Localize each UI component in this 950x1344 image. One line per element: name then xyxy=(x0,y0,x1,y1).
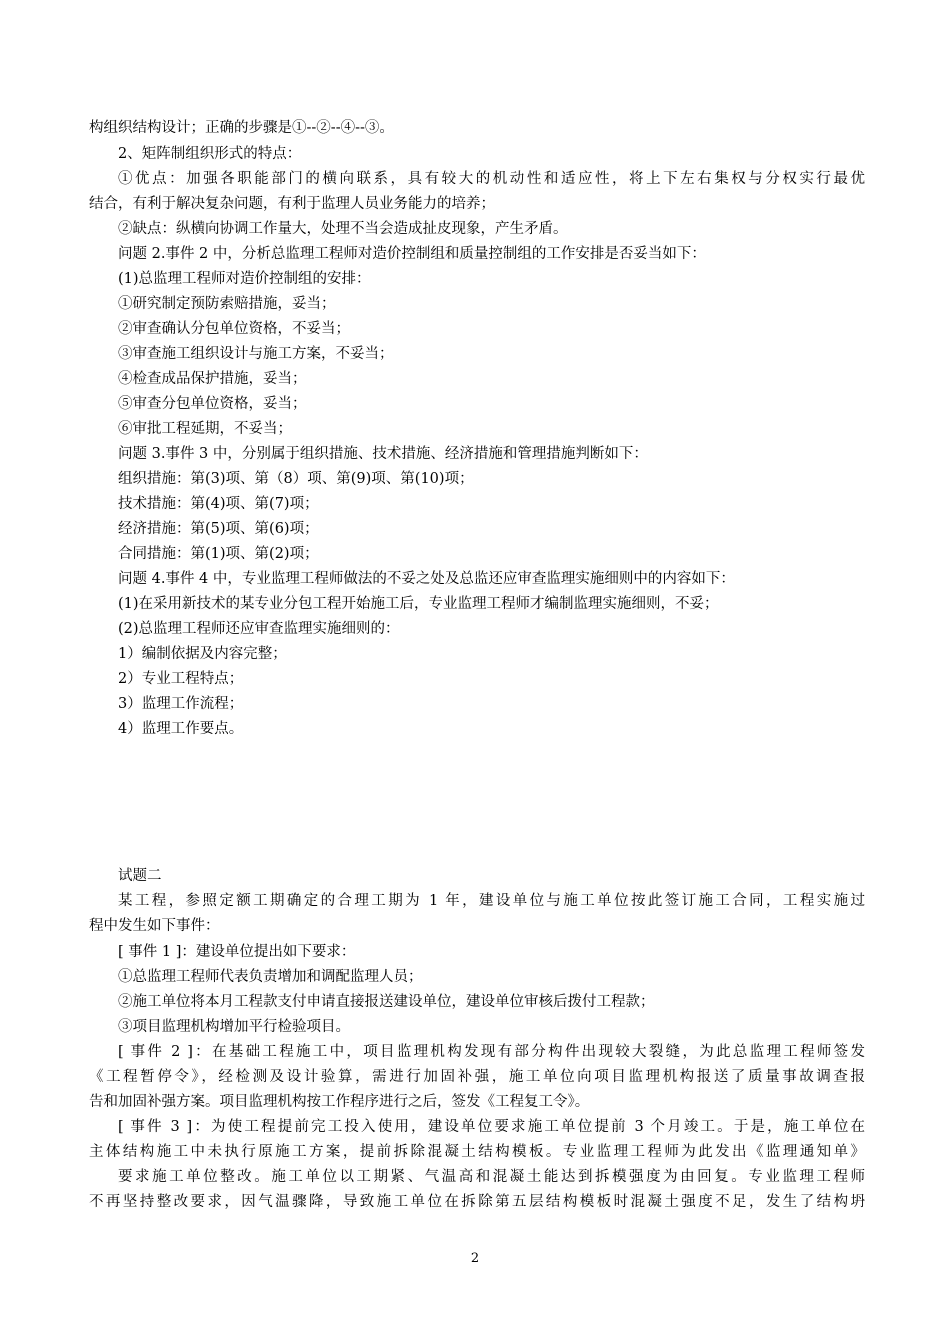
text-line: 2、矩阵制组织形式的特点： xyxy=(118,146,302,162)
text-line: 问题 4.事件 4 中，专业监理工程师做法的不妥之处及总监还应审查监理实施细则中的内容如下： xyxy=(118,571,735,587)
text-line: 1）编制依据及内容完整； xyxy=(118,646,287,662)
text-line: [ 事件 2 ]：在基础工程施工中，项目监理机构发现有部分构件出现较大裂缝，为此总监理工程师签发 xyxy=(118,1044,865,1060)
text-line: ①研究制定预防索赔措施，妥当； xyxy=(118,296,336,312)
text-line: 告和加固补强方案。项目监理机构按工作程序进行之后，签发《工程复工令》。 xyxy=(89,1094,590,1110)
text-line: ②施工单位将本月工程款支付申请直接报送建设单位，建设单位审核后拨付工程款； xyxy=(118,994,655,1010)
text-line: 问题 2.事件 2 中，分析总监理工程师对造价控制组和质量控制组的工作安排是否妥当如下： xyxy=(118,246,706,262)
text-line: [ 事件 1 ]：建设单位提出如下要求： xyxy=(118,944,356,960)
text-line: ⑥审批工程延期，不妥当； xyxy=(118,421,292,437)
text-line: 3）监理工作流程； xyxy=(118,696,244,712)
text-line: 经济措施：第(5)项、第(6)项； xyxy=(118,521,319,537)
text-line: (2)总监理工程师还应审查监理实施细则的： xyxy=(118,621,400,637)
text-line: 4）监理工作要点。 xyxy=(118,721,244,737)
text-line: ①优点：加强各职能部门的横向联系，具有较大的机动性和适应性，将上下左右集权与分权实行最优 xyxy=(118,171,865,187)
text-line: ②缺点：纵横向协调工作量大，处理不当会造成扯皮现象，产生矛盾。 xyxy=(118,221,568,237)
text-line: (1)在采用新技术的某专业分包工程开始施工后，专业监理工程师才编制监理实施细则，不妥； xyxy=(118,596,719,612)
text-line: 要求施工单位整改。施工单位以工期紧、气温高和混凝土能达到拆模强度为由回复。专业监理工程师 xyxy=(118,1169,865,1185)
text-line: ③项目监理机构增加平行检验项目。 xyxy=(118,1019,350,1035)
text-line: 不再坚持整改要求，因气温骤降，导致施工单位在拆除第五层结构模板时混凝土强度不足，发生了结构坍 xyxy=(89,1194,865,1210)
text-line: 《工程暂停令》，经检测及设计验算，需进行加固补强，施工单位向项目监理机构报送了质量事故调查报 xyxy=(89,1069,865,1085)
text-line: 合同措施：第(1)项、第(2)项； xyxy=(118,546,319,562)
text-line: ⑤审查分包单位资格，妥当； xyxy=(118,396,307,412)
text-line: 程中发生如下事件： xyxy=(89,918,220,934)
page-number: 2 xyxy=(470,1251,480,1266)
text-line: 组织措施：第(3)项、第（8）项、第(9)项、第(10)项； xyxy=(118,471,474,487)
text-line: ④检查成品保护措施，妥当； xyxy=(118,371,307,387)
text-line: 结合，有利于解决复杂问题，有利于监理人员业务能力的培养； xyxy=(89,196,495,212)
text-line: ①总监理工程师代表负责增加和调配监理人员； xyxy=(118,969,423,985)
text-line: 2）专业工程特点； xyxy=(118,671,244,687)
section-heading: 试题二 xyxy=(118,868,162,884)
text-line: (1)总监理工程师对造价控制组的安排： xyxy=(118,271,371,287)
text-line: ③审查施工组织设计与施工方案，不妥当； xyxy=(118,346,394,362)
text-line: 主体结构施工中未执行原施工方案，提前拆除混凝土结构模板。专业监理工程师为此发出《监理通知单》 xyxy=(89,1144,865,1160)
text-line: ②审查确认分包单位资格，不妥当； xyxy=(118,321,350,337)
text-line: 某工程，参照定额工期确定的合理工期为 1 年，建设单位与施工单位按此签订施工合同，工程实施过 xyxy=(118,893,865,909)
text-line: 构组织结构设计；正确的步骤是①--②--④--③。 xyxy=(89,120,394,136)
text-line: 技术措施：第(4)项、第(7)项； xyxy=(118,496,319,512)
text-line: [ 事件 3 ]：为使工程提前完工投入使用，建设单位要求施工单位提前 3 个月竣工。于是，施工单位在 xyxy=(118,1119,865,1135)
text-line: 问题 3.事件 3 中，分别属于组织措施、技术措施、经济措施和管理措施判断如下： xyxy=(118,446,648,462)
